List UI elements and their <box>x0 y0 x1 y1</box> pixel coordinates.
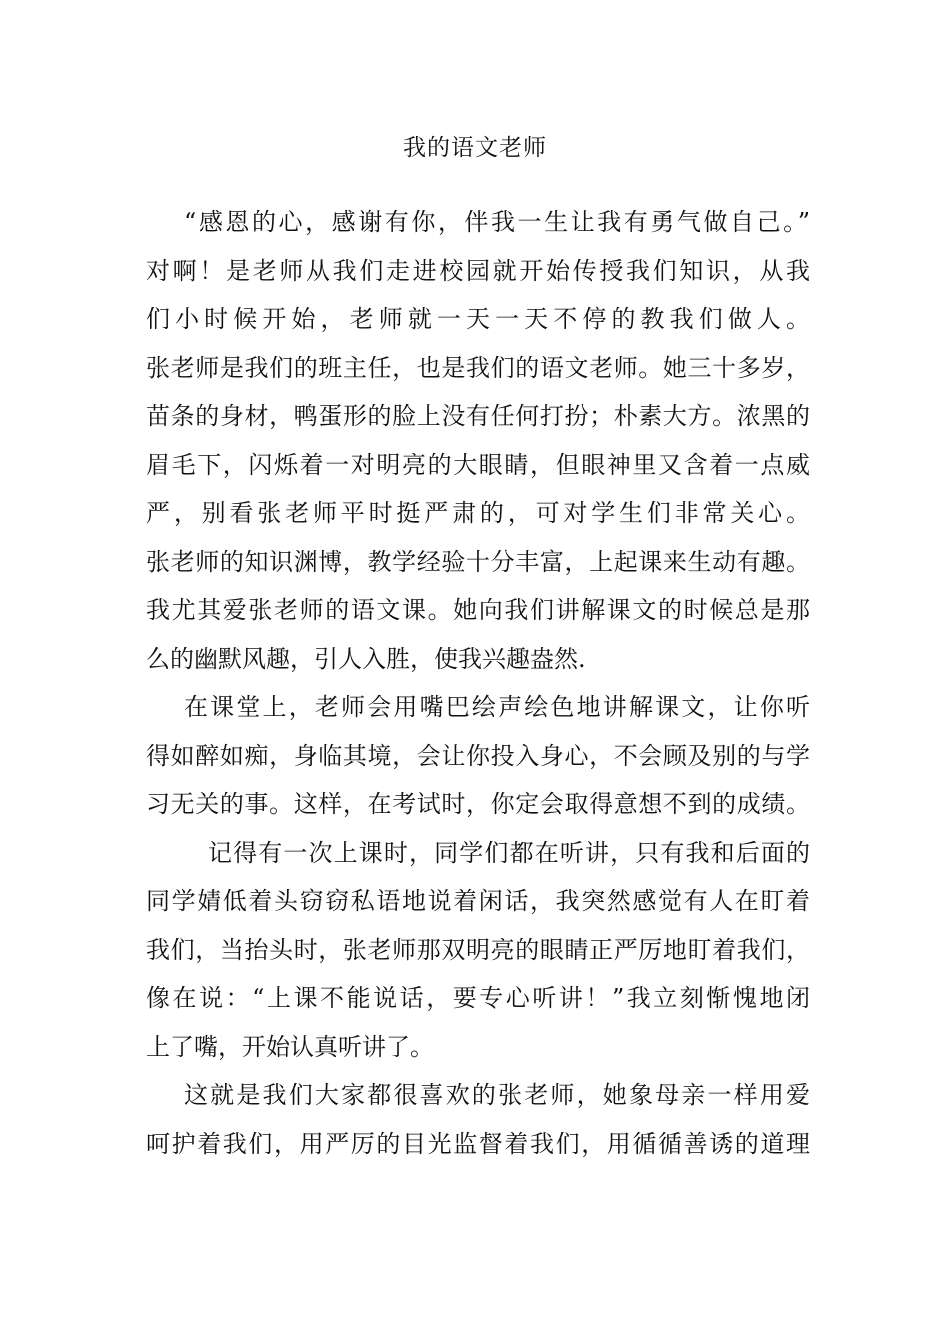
paragraph-line: 对啊！是老师从我们走进校园就开始传授我们知识，从我 <box>146 256 810 285</box>
paragraph-line: 记得有一次上课时，同学们都在听讲，只有我和后面的 <box>208 838 810 867</box>
paragraph-line: 上了嘴，开始认真听讲了。 <box>146 1032 434 1061</box>
paragraph-line: 在课堂上，老师会用嘴巴绘声绘色地讲解课文，让你听 <box>184 693 810 721</box>
paragraph-line: 呵护着我们，用严厉的目光监督着我们，用循循善诱的道理 <box>146 1129 810 1158</box>
paragraph-line: 张老师是我们的班主任，也是我们的语文老师。她三十多岁， <box>146 353 810 382</box>
document-title: 我的语文老师 <box>403 135 547 161</box>
paragraph-line: 习无关的事。这样，在考试时，你定会取得意想不到的成绩。 <box>146 790 810 818</box>
paragraph-line: 像在说：“上课不能说话，要专心听讲！”我立刻惭愧地闭 <box>146 984 810 1012</box>
paragraph-line: 苗条的身材，鸭蛋形的脸上没有任何打扮；朴素大方。浓黑的 <box>146 402 810 430</box>
paragraph-line: 们小时候开始，老师就一天一天不停的教我们做人。 <box>146 305 810 333</box>
paragraph-line: 这就是我们大家都很喜欢的张老师，她象母亲一样用爱 <box>184 1081 810 1109</box>
paragraph-line: “感恩的心，感谢有你，伴我一生让我有勇气做自己。” <box>184 208 810 236</box>
paragraph-line: 严，别看张老师平时挺严肃的，可对学生们非常关心。 <box>146 499 810 527</box>
paragraph-line: 我们，当抬头时，张老师那双明亮的眼睛正严厉地盯着我们， <box>146 935 810 964</box>
paragraph-line: 么的幽默风趣，引人入胜，使我兴趣盎然. <box>146 644 586 673</box>
paragraph-line: 得如醉如痴，身临其境，会让你投入身心，不会顾及别的与学 <box>146 741 810 770</box>
document-body <box>146 198 810 1168</box>
paragraph-line: 张老师的知识渊博，教学经验十分丰富，上起课来生动有趣。 <box>146 547 810 576</box>
paragraph-line: 我尤其爱张老师的语文课。她向我们讲解课文的时候总是那 <box>146 596 810 624</box>
paragraph-line: 眉毛下，闪烁着一对明亮的大眼睛，但眼神里又含着一点威 <box>146 450 810 479</box>
paragraph-line: 同学婧低着头窃窃私语地说着闲话，我突然感觉有人在盯着 <box>146 887 810 915</box>
